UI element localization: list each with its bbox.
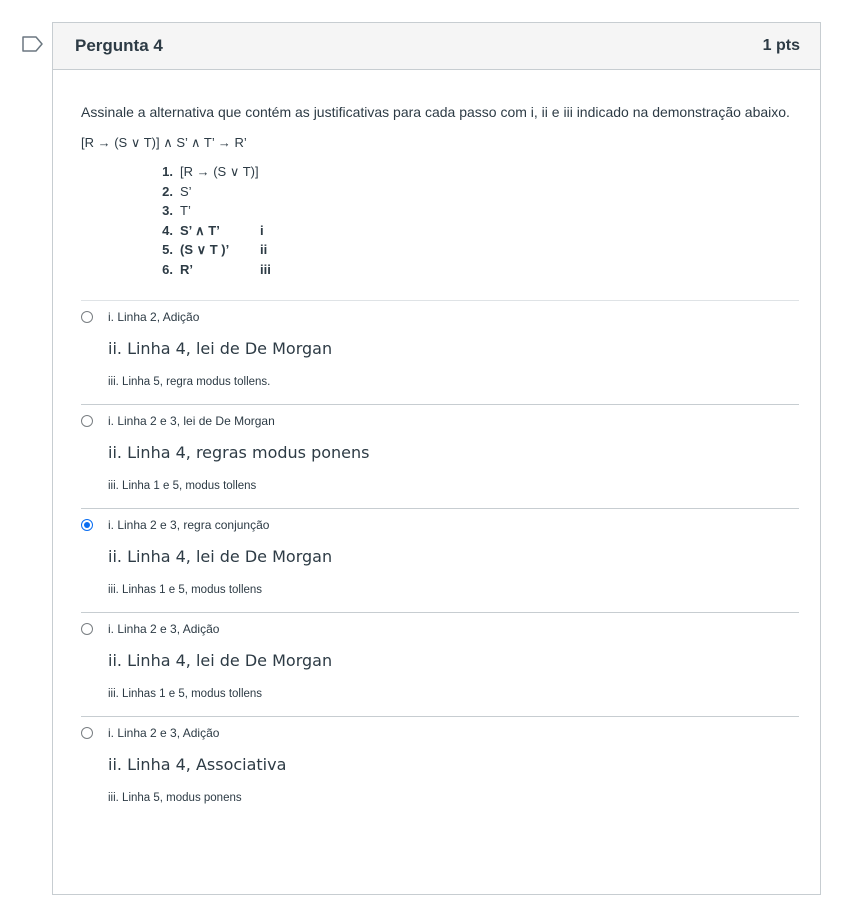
answer-line-iii: iii. Linhas 1 e 5, modus tollens [108,584,263,596]
step-number: 3. [162,203,173,218]
flag-question-icon[interactable] [22,36,44,52]
answer-radio[interactable] [81,727,93,739]
proof-step [151,201,799,221]
answer-radio[interactable] [81,623,93,635]
answer-line-ii: ii. Linha 4, lei de De Morgan [108,339,333,358]
question-statement: Assinale a alternativa que contém as justificativas para cada passo com i, ii e iii indicado na demonstração abaixo. [81,104,790,120]
answer-option[interactable] [81,300,799,404]
proof-step [151,240,799,260]
answer-radio-selected[interactable] [81,519,93,531]
question-formula: [R → (S ∨ T)] ∧ S’ ∧ T’ → R’ [81,135,247,150]
answer-line-i: i. Linha 2 e 3, regra conjunção [108,518,270,532]
step-number: 1. [162,164,173,179]
answer-option[interactable] [81,404,799,508]
answer-option[interactable] [81,612,799,716]
step-number: 2. [162,183,173,199]
proof-step [151,221,799,241]
answer-line-i: i. Linha 2 e 3, Adição [108,726,220,740]
proof-step [151,162,799,182]
question-points: 1 pts [762,37,800,54]
answer-line-iii: iii. Linha 5, modus ponens [108,792,242,804]
answer-line-ii: ii. Linha 4, regras modus ponens [108,443,370,462]
step-expression: (S ∨ T )’ [180,242,230,257]
answer-radio[interactable] [81,311,93,323]
answer-line-ii: ii. Linha 4, lei de De Morgan [108,651,333,670]
answer-line-i: i. Linha 2 e 3, Adição [108,622,220,636]
proof-steps [151,162,799,279]
step-justification: i [260,222,264,238]
step-expression: S’ ∧ T’ [180,222,220,238]
step-justification: ii [260,242,268,257]
step-expression: [R → (S ∨ T)] [180,164,259,179]
question-body [53,102,820,820]
step-justification: iii [260,261,271,277]
answer-line-iii: iii. Linha 1 e 5, modus tollens [108,480,257,492]
step-number: 4. [162,222,173,238]
answer-option[interactable] [81,508,799,612]
proof-step [151,260,799,280]
answer-line-i: i. Linha 2, Adição [108,310,200,324]
answer-line-ii: ii. Linha 4, Associativa [108,755,287,774]
answer-line-i: i. Linha 2 e 3, lei de De Morgan [108,414,275,428]
answer-radio[interactable] [81,415,93,427]
answer-option[interactable] [81,716,799,820]
step-number: 6. [162,261,173,277]
question-header [53,23,820,70]
step-expression: R’ [180,261,193,277]
answer-list [81,300,799,820]
step-expression: S’ [180,183,192,199]
question-title: Pergunta 4 [75,36,163,55]
answer-line-iii: iii. Linhas 1 e 5, modus tollens [108,688,263,700]
proof-step [151,182,799,202]
answer-line-ii: ii. Linha 4, lei de De Morgan [108,547,333,566]
step-expression: T’ [180,203,191,218]
answer-line-iii: iii. Linha 5, regra modus tollens. [108,376,271,388]
question-card [52,22,821,895]
step-number: 5. [162,242,173,257]
